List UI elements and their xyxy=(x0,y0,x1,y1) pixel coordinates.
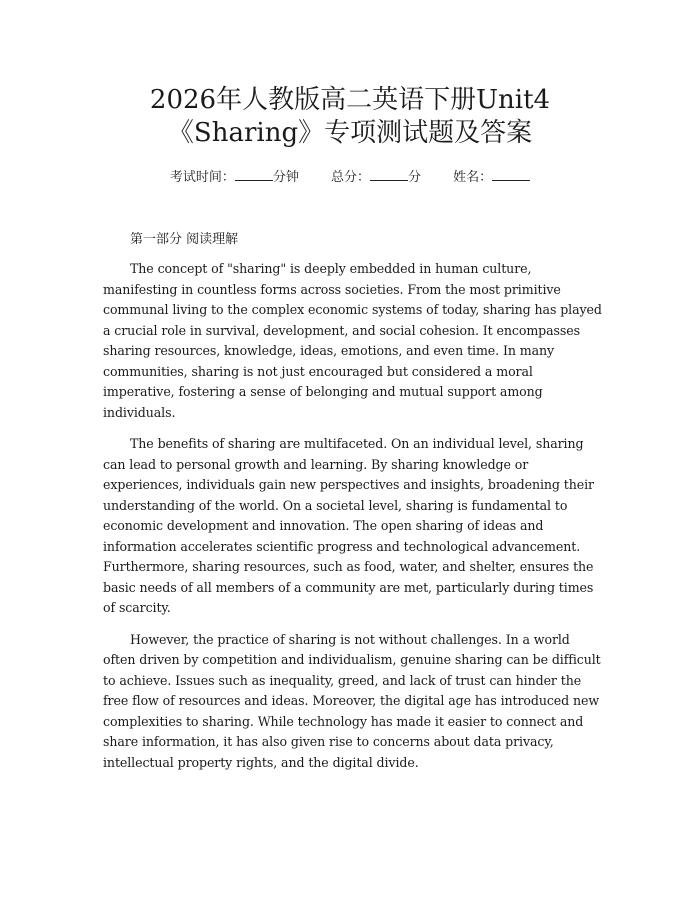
exam-score-label: 总分： xyxy=(330,170,370,185)
paragraph: However, the practice of sharing is not without challenges. In a world often driven by competition and individualism, genuine sharing can be difficult to achieve. Issues such as inequality, greed, and lack of trust can hinder the free flow of resources and ideas. Moreover, the digital age has introduced new complexities to sharing. While technology has made it easier to connect and share information, it has also given rise to concerns about data privacy, intellectual property rights, and the digital divide. xyxy=(103,631,601,770)
exam-name-blank xyxy=(492,166,530,181)
title-line-1: 2026年人教版高二英语下册Unit4 xyxy=(149,85,551,115)
exam-time-label: 考试时间： xyxy=(169,170,235,185)
exam-name xyxy=(453,170,530,185)
paragraph: The concept of "sharing" is deeply embedded in human culture, manifesting in countless forms across societies. From the most primitive communal living to the complex economic systems of today, sharing has played a crucial role in survival, development, and social cohesion. It encompasses sharing resources, knowledge, ideas, emotions, and even time. In many communities, sharing is not just encouraged but considered a moral imperative, fostering a sense of belonging and mutual support among individuals. xyxy=(103,261,602,420)
exam-info xyxy=(0,166,700,189)
exam-score-unit: 分 xyxy=(408,170,422,185)
exam-time xyxy=(170,170,299,185)
exam-name-label: 姓名： xyxy=(453,170,493,185)
section-heading: 第一部分 阅读理解 xyxy=(130,232,239,247)
title-line-2: 《Sharing》专项测试题及答案 xyxy=(167,118,533,148)
exam-score xyxy=(331,170,421,185)
exam-time-blank xyxy=(235,166,273,181)
paragraph: The benefits of sharing are multifaceted. On an individual level, sharing can lead to personal growth and learning. By sharing knowledge or experiences, individuals gain new perspectives and insights, broadening their understanding of the world. On a societal level, sharing is fundamental to economic development and innovation. The open sharing of ideas and information accelerates scientific progress and technological advancement. Furthermore, sharing resources, such as food, water, and shelter, ensures the basic needs of all members of a community are met, particularly during times of scarcity. xyxy=(103,436,594,615)
exam-score-blank xyxy=(370,166,408,181)
document-title xyxy=(0,84,700,150)
exam-time-unit: 分钟 xyxy=(272,170,299,185)
reading-passage xyxy=(103,259,603,784)
